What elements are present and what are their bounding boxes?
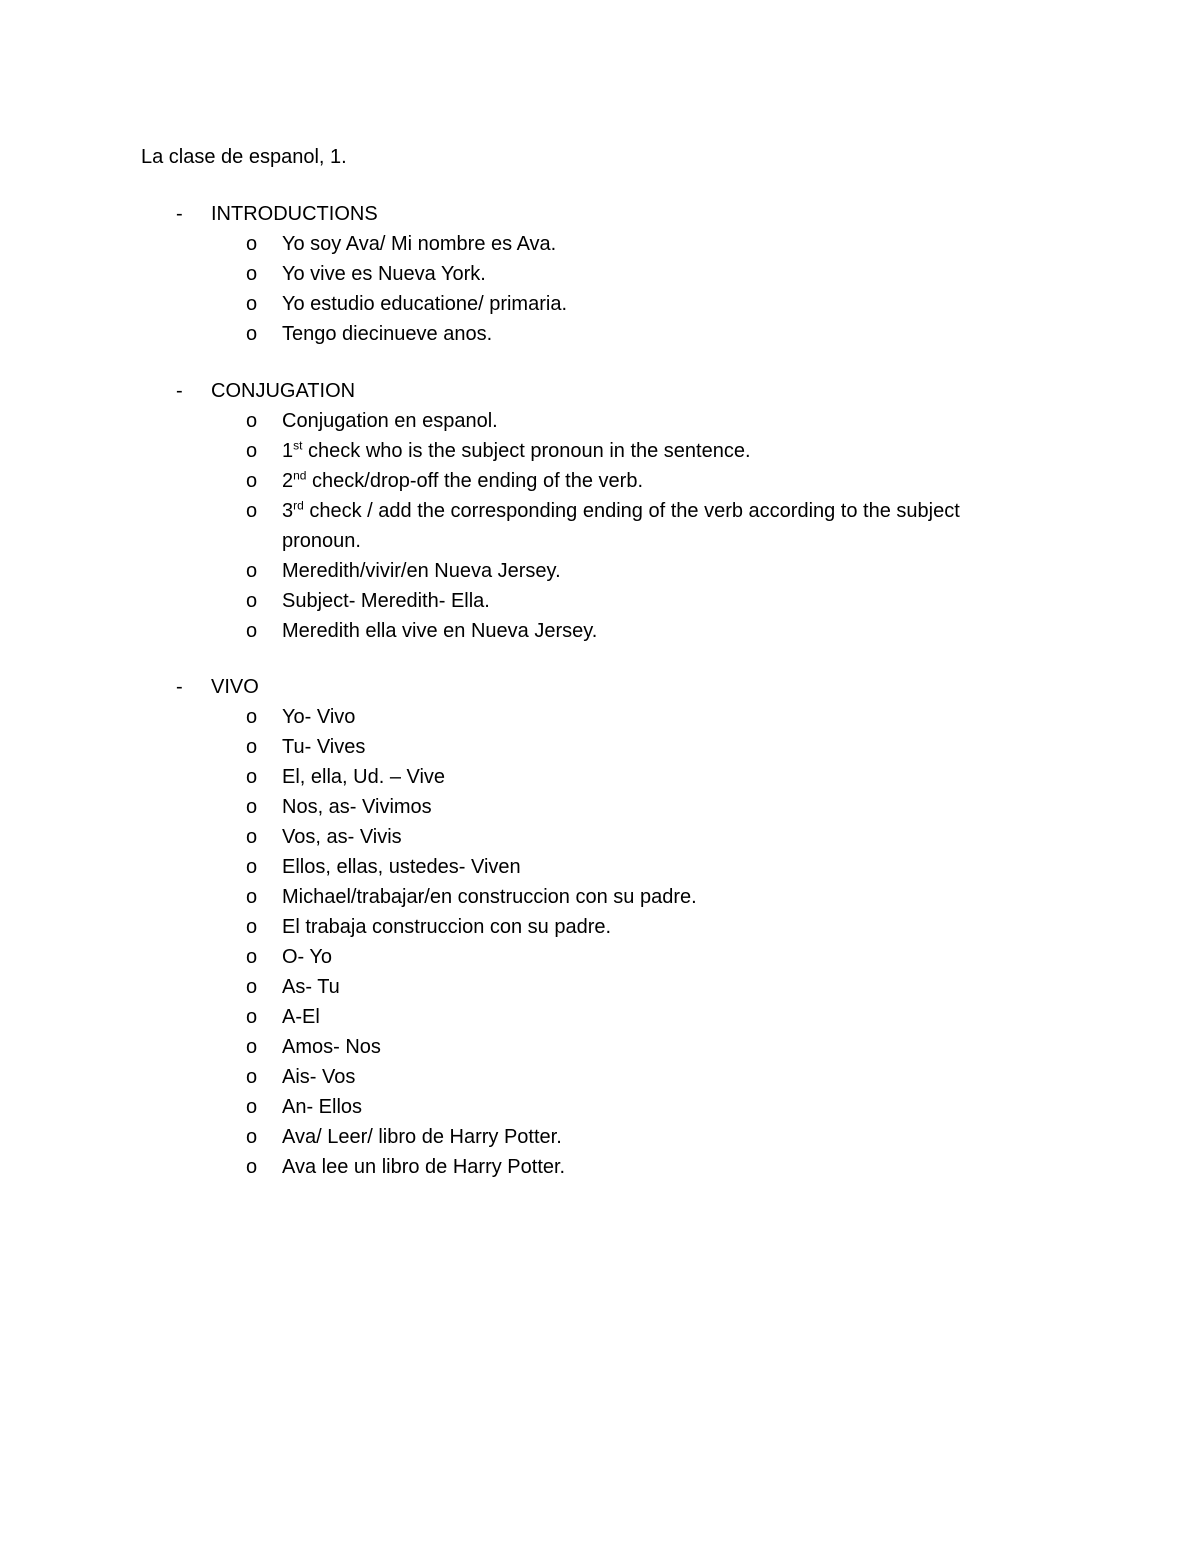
item-text: Meredith ella vive en Nueva Jersey. bbox=[282, 620, 598, 642]
list-item bbox=[0, 319, 1200, 349]
circle-bullet-icon: o bbox=[246, 736, 258, 758]
ordinal-number: 2 bbox=[282, 470, 294, 492]
list-item bbox=[0, 1062, 1200, 1092]
item-list bbox=[0, 406, 1200, 646]
list-item bbox=[0, 1002, 1200, 1032]
list-item bbox=[0, 1092, 1200, 1122]
item-text: Tengo diecinueve anos. bbox=[282, 323, 493, 345]
circle-bullet-icon: o bbox=[246, 323, 258, 345]
list-item bbox=[0, 882, 1200, 912]
list-item bbox=[0, 1032, 1200, 1062]
circle-bullet-icon: o bbox=[246, 1156, 258, 1178]
section-heading-row bbox=[0, 199, 1200, 229]
section-heading: CONJUGATION bbox=[211, 380, 356, 402]
circle-bullet-icon: o bbox=[246, 470, 258, 492]
item-text: Tu- Vives bbox=[282, 736, 366, 758]
list-item bbox=[0, 792, 1200, 822]
item-text-rest: check/drop-off the ending of the verb. bbox=[306, 470, 643, 492]
list-item bbox=[0, 732, 1200, 762]
ordinal-suffix: nd bbox=[293, 468, 307, 483]
list-item bbox=[0, 912, 1200, 942]
item-text: Meredith/vivir/en Nueva Jersey. bbox=[282, 560, 561, 582]
section-heading-row bbox=[0, 672, 1200, 702]
list-item bbox=[0, 406, 1200, 436]
item-text bbox=[282, 466, 1042, 496]
circle-bullet-icon: o bbox=[246, 263, 258, 285]
item-list bbox=[0, 229, 1200, 349]
item-text: El trabaja construccion con su padre. bbox=[282, 916, 612, 938]
list-item bbox=[0, 496, 1200, 556]
item-text: Yo estudio educatione/ primaria. bbox=[282, 293, 567, 315]
item-text: Ais- Vos bbox=[282, 1066, 356, 1088]
section-conjugation bbox=[0, 376, 1200, 646]
circle-bullet-icon: o bbox=[246, 916, 258, 938]
list-item bbox=[0, 289, 1200, 319]
item-text: O- Yo bbox=[282, 946, 333, 968]
item-list bbox=[0, 702, 1200, 1182]
circle-bullet-icon: o bbox=[246, 706, 258, 728]
list-item bbox=[0, 556, 1200, 586]
list-item bbox=[0, 616, 1200, 646]
ordinal-number: 3 bbox=[282, 500, 294, 522]
dash-marker: - bbox=[176, 380, 183, 402]
circle-bullet-icon: o bbox=[246, 946, 258, 968]
circle-bullet-icon: o bbox=[246, 233, 258, 255]
section-vivo bbox=[0, 672, 1200, 1182]
item-text: El, ella, Ud. – Vive bbox=[282, 766, 446, 788]
circle-bullet-icon: o bbox=[246, 1066, 258, 1088]
item-text: A-El bbox=[282, 1006, 320, 1028]
section-heading: INTRODUCTIONS bbox=[211, 203, 378, 225]
list-item bbox=[0, 972, 1200, 1002]
ordinal-suffix: st bbox=[293, 438, 303, 453]
item-text: Michael/trabajar/en construccion con su padre. bbox=[282, 886, 697, 908]
ordinal-number: 1 bbox=[282, 440, 294, 462]
item-text: Conjugation en espanol. bbox=[282, 410, 498, 432]
circle-bullet-icon: o bbox=[246, 500, 258, 522]
circle-bullet-icon: o bbox=[246, 1126, 258, 1148]
list-item bbox=[0, 852, 1200, 882]
circle-bullet-icon: o bbox=[246, 440, 258, 462]
item-text-rest: check who is the subject pronoun in the sentence. bbox=[302, 440, 751, 462]
item-text: Yo vive es Nueva York. bbox=[282, 263, 486, 285]
document-title: La clase de espanol, 1. bbox=[141, 146, 347, 168]
item-text: Amos- Nos bbox=[282, 1036, 381, 1058]
list-item bbox=[0, 702, 1200, 732]
item-text: As- Tu bbox=[282, 976, 340, 998]
item-text: An- Ellos bbox=[282, 1096, 363, 1118]
circle-bullet-icon: o bbox=[246, 826, 258, 848]
item-text: Subject- Meredith- Ella. bbox=[282, 590, 490, 612]
list-item bbox=[0, 259, 1200, 289]
circle-bullet-icon: o bbox=[246, 886, 258, 908]
item-text-rest: check / add the corresponding ending of the verb according to the subject pronoun. bbox=[282, 500, 960, 552]
section-heading-row bbox=[0, 376, 1200, 406]
item-text: Vos, as- Vivis bbox=[282, 826, 402, 848]
circle-bullet-icon: o bbox=[246, 1036, 258, 1058]
item-text bbox=[282, 496, 1042, 556]
list-item bbox=[0, 942, 1200, 972]
circle-bullet-icon: o bbox=[246, 856, 258, 878]
item-text bbox=[282, 436, 1042, 466]
section-introductions bbox=[0, 199, 1200, 349]
list-item bbox=[0, 1122, 1200, 1152]
circle-bullet-icon: o bbox=[246, 976, 258, 998]
item-text: Nos, as- Vivimos bbox=[282, 796, 432, 818]
circle-bullet-icon: o bbox=[246, 1096, 258, 1118]
ordinal-suffix: rd bbox=[293, 498, 304, 513]
list-item bbox=[0, 586, 1200, 616]
circle-bullet-icon: o bbox=[246, 410, 258, 432]
dash-marker: - bbox=[176, 203, 183, 225]
circle-bullet-icon: o bbox=[246, 590, 258, 612]
list-item bbox=[0, 1152, 1200, 1182]
item-text: Ava lee un libro de Harry Potter. bbox=[282, 1156, 566, 1178]
item-text: Yo- Vivo bbox=[282, 706, 356, 728]
section-heading: VIVO bbox=[211, 676, 259, 698]
list-item bbox=[0, 762, 1200, 792]
circle-bullet-icon: o bbox=[246, 620, 258, 642]
list-item bbox=[0, 466, 1200, 496]
dash-marker: - bbox=[176, 676, 183, 698]
list-item bbox=[0, 229, 1200, 259]
item-text: Yo soy Ava/ Mi nombre es Ava. bbox=[282, 233, 557, 255]
circle-bullet-icon: o bbox=[246, 560, 258, 582]
circle-bullet-icon: o bbox=[246, 796, 258, 818]
item-text: Ava/ Leer/ libro de Harry Potter. bbox=[282, 1126, 562, 1148]
item-text: Ellos, ellas, ustedes- Viven bbox=[282, 856, 521, 878]
list-item bbox=[0, 436, 1200, 466]
circle-bullet-icon: o bbox=[246, 1006, 258, 1028]
circle-bullet-icon: o bbox=[246, 766, 258, 788]
list-item bbox=[0, 822, 1200, 852]
circle-bullet-icon: o bbox=[246, 293, 258, 315]
